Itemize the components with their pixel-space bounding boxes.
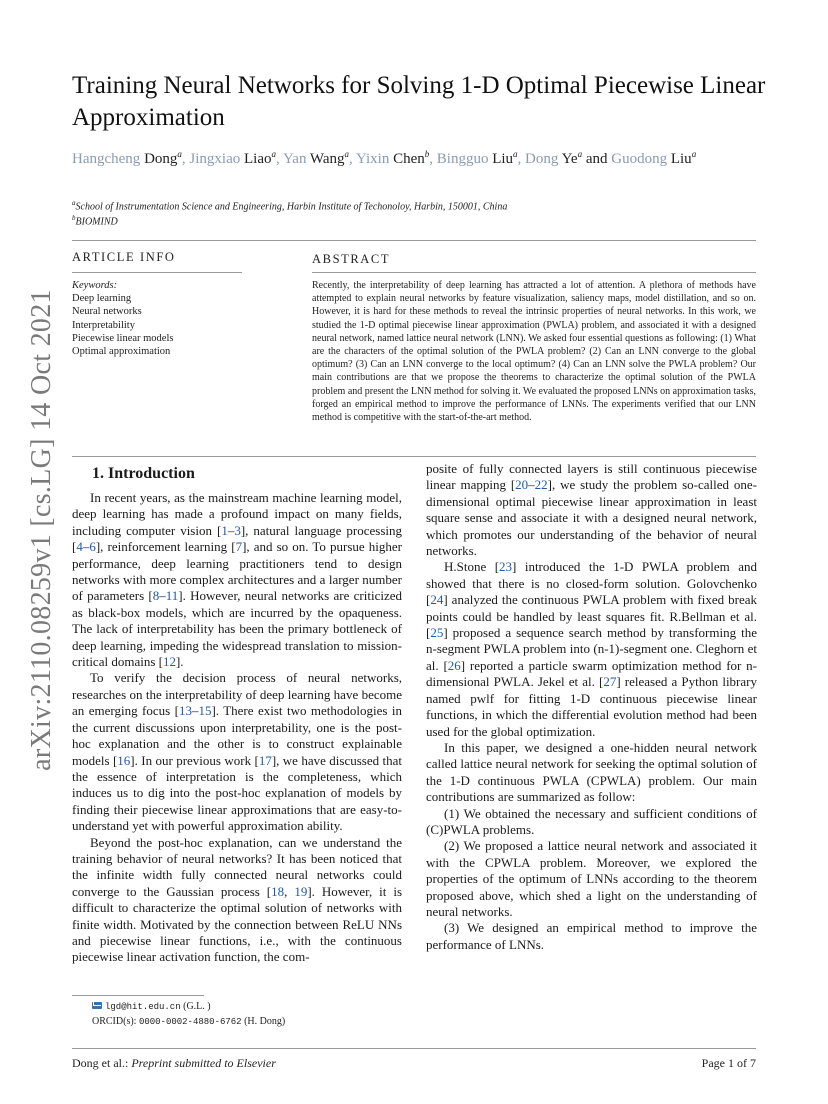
arxiv-id-text: arXiv:2110.08259v1 [cs.LG] 14 Oct 2021 bbox=[26, 289, 57, 771]
affiliation-text: BIOMIND bbox=[75, 216, 118, 228]
footer-divider bbox=[72, 1048, 756, 1049]
article-info-rule bbox=[72, 272, 242, 273]
affiliation-marker: a bbox=[72, 199, 76, 207]
citation-link[interactable]: 8 bbox=[152, 588, 160, 604]
citation-link[interactable]: 19 bbox=[294, 883, 308, 899]
orcid-id: 0000-0002-4880-6762 bbox=[138, 1017, 242, 1027]
frontmatter-divider bbox=[72, 456, 756, 457]
author-name: Hangcheng Dong$^a$ bbox=[72, 149, 182, 167]
affiliation-text: School of Instrumentation Science and Engineering, Harbin Institute of Techonoloy, Harbin, 150001, China bbox=[75, 201, 508, 213]
citation-link[interactable]: 20 bbox=[515, 477, 529, 493]
citation-link[interactable]: 11 bbox=[165, 588, 179, 604]
footer-authors: Dong et al.: bbox=[72, 1056, 132, 1070]
author-name: Dong Ye$^a$ bbox=[525, 149, 583, 167]
citation-link[interactable]: 3 bbox=[234, 522, 241, 538]
arxiv-sidebar-id bbox=[22, 289, 62, 771]
section-heading-introduction: 1. Introduction bbox=[92, 465, 195, 482]
paragraph: In this paper, we designed a one-hidden neural network called lattice neural network for seeking the optimal solution of the 1-D continuous PWLA (CPWLA) problem. Our main contributions are summarized as follow: bbox=[426, 739, 757, 805]
citation-link[interactable]: 23 bbox=[499, 559, 513, 575]
citation-link[interactable]: 15 bbox=[198, 703, 212, 719]
citation-link[interactable]: 16 bbox=[117, 752, 131, 768]
citation-link[interactable]: 24 bbox=[430, 592, 444, 608]
footnote-rule bbox=[72, 995, 204, 996]
left-column bbox=[72, 490, 402, 966]
paper-title: Training Neural Networks for Solving 1-D Optimal Piecewise Linear Approximation bbox=[72, 72, 766, 131]
footnote-email bbox=[92, 1001, 211, 1012]
paragraph: (1) We obtained the necessary and sufficient conditions of (C)PWLA problems. bbox=[426, 805, 757, 837]
paragraph: In recent years, as the mainstream machine learning model, deep learning has made a profound impact on many fields, including computer vision [1–3], natural language processing [4–6], reinforcement learning [7], and so on. To pursue higher performance, deep learning practitioners tend to design networks with more complex architectures and a larger number of parameters [8–11]. However, neural networks are criticized as black-box models, which are incurred by the opaqueness. The lack of interpretability has been the primary bottleneck of deep learning, impeding the widespread translation to mission-critical domains [12]. bbox=[72, 490, 403, 670]
keywords-block bbox=[72, 279, 173, 358]
author-name: Yixin Chen$^b$ bbox=[356, 149, 430, 167]
citation-link[interactable]: 17 bbox=[258, 752, 272, 768]
orcid-label: ORCID(s): bbox=[92, 1016, 139, 1027]
citation-link[interactable]: 26 bbox=[447, 657, 461, 673]
email-link[interactable]: lgd@hit.edu.cn bbox=[105, 1002, 181, 1012]
citation-link[interactable]: 1 bbox=[221, 522, 228, 538]
citation-link[interactable]: 22 bbox=[534, 477, 548, 493]
citation-link[interactable]: 18 bbox=[271, 883, 285, 899]
abstract-rule bbox=[312, 272, 756, 273]
paragraph: To verify the decision process of neural networks, researches on the interpretability of deep learning have become an emerging focus [13–15]. There exist two methodologies in the current discussions upon interpretability, one is the post-hoc explanation and the other is to construct explainable models [16]. In our previous work [17], we have discussed that the essence of interpretation is the completeness, which induces us to dig into the post-hoc explanation of models by finding their piecewise linear approximations that are easy-to-understand yet with powerful approximation ability. bbox=[72, 670, 402, 834]
citation-link[interactable]: 7 bbox=[235, 539, 243, 555]
paragraph: (2) We proposed a lattice neural network and associated it with the CPWLA problem. Moreover, we explored the properties of the optimum of LNNs according to the theorem proposed above, which shed a light on the understanding of neural networks. bbox=[426, 838, 757, 919]
paragraph: H.Stone [23] introduced the 1-D PWLA problem and showed that there is no closed-form solution. Golovchenko [24] analyzed the continuous PWLA problem with fixed break points could be handled by least squares fit. R.Bellman et al. [25] proposed a sequence search method by transforming the n-segment PWLA problem into (n-1)-segment one. Cleghorn et al. [26] reported a particle swarm optimization method for n-dimensional PWLA. Jekel et al. [27] released a Python library named pwlf for fitting 1-D continuous piecewise linear functions, in which the differential evolution method had been used for the global optimization. bbox=[426, 559, 758, 739]
affiliation-b bbox=[72, 214, 118, 227]
author-name: Guodong Liu$^a$ bbox=[611, 149, 697, 167]
citation-link[interactable]: 27 bbox=[603, 674, 617, 690]
envelope-icon bbox=[92, 1002, 102, 1009]
paragraph: Beyond the post-hoc explanation, can we understand the training behavior of neural networks? It has been noticed that the infinite width fully connected neural networks could converge to the Gaussian process [18, 19]. However, it is difficult to characterize the optimal solution of networks with finite width. Motivated by the connection between ReLU NNs and piecewise linear functions, i.e., with the continuous piecewise linear activation function, the com- bbox=[72, 834, 402, 965]
author-name: Bingguo Liu$^a$ bbox=[436, 149, 518, 167]
keyword: Optimal approximation bbox=[72, 346, 171, 358]
page-number: Page 1 of 7 bbox=[701, 1056, 756, 1070]
citation-link[interactable]: 6 bbox=[89, 539, 96, 555]
keyword: Deep learning bbox=[72, 293, 132, 305]
footnote-orcid bbox=[92, 1016, 285, 1027]
authors-and: and bbox=[585, 151, 608, 167]
keyword: Interpretability bbox=[72, 319, 135, 331]
orcid-tail: (H. Dong) bbox=[241, 1016, 286, 1027]
paragraph: posite of fully connected layers is still continuous piecewise linear mapping [20–22], we study the problem so-called one-dimensional optimal piecewise linear approximation in least square sense and associate it with a designed neural network, which promotes our understanding of the behavior of neural networks. bbox=[426, 461, 757, 559]
citation-link[interactable]: 12 bbox=[162, 654, 176, 670]
abstract-heading: ABSTRACT bbox=[312, 252, 391, 266]
citation-link[interactable]: 4 bbox=[76, 539, 83, 555]
keyword: Neural networks bbox=[72, 306, 142, 318]
paragraph: (3) We designed an empirical method to improve the performance of LNNs. bbox=[426, 920, 757, 952]
footer-journal: Preprint submitted to Elsevier bbox=[131, 1056, 276, 1070]
author-list: Hangcheng Dong$^a$, Jingxiao Liao$^a$, Yan Wang$^a$, Yixin Chen$^b$, Bingguo Liu$^a$, Dong Ye$^a$ and Guodong Liu$^a$ bbox=[72, 149, 697, 167]
abstract-text: Recently, the interpretability of deep learning has attracted a lot of attention. A plethora of methods have attempted to explain neural networks by feature visualization, saliency maps, model distillation, and so on. However, it is hard for these methods to reveal the intrinsic properties of neural networks. In this work, we studied the 1-D optimal piecewise linear approximation (PWLA) problem, and associated it with a designed neural network, named lattice neural network (LNN). We asked four essential questions as following: (1) What are the characters of the optimal solution of the PWLA problem? (2) Can an LNN converge to the global optimum? (3) Can an LNN converge to the local optimum? (4) Can an LNN solve the PWLA problem? Our main contributions are that we propose the theorems to characterize the optimal solution of the PWLA problem and present the LNN method for solving it. We evaluated the proposed LNNs on approximation tasks, forged an empirical method to improve the performance of LNNs. The experiments verified that our LNN method is competitive with the start-of-the-art method. bbox=[312, 280, 756, 424]
keyword: Piecewise linear models bbox=[72, 332, 174, 344]
footer-left bbox=[72, 1056, 276, 1071]
right-column bbox=[426, 461, 757, 953]
affiliation-marker: b bbox=[72, 214, 76, 222]
citation-link[interactable]: 25 bbox=[430, 625, 444, 641]
author-name: Yan Wang$^a$ bbox=[282, 149, 350, 167]
affiliation-a bbox=[72, 199, 507, 212]
author-name: Jingxiao Liao$^a$ bbox=[189, 149, 276, 167]
keywords-label: Keywords: bbox=[72, 280, 118, 291]
header-divider bbox=[72, 240, 756, 241]
article-info-heading: ARTICLE INFO bbox=[72, 250, 176, 264]
email-tail: (G.L. ) bbox=[180, 1001, 211, 1012]
citation-link[interactable]: 13 bbox=[178, 703, 192, 719]
